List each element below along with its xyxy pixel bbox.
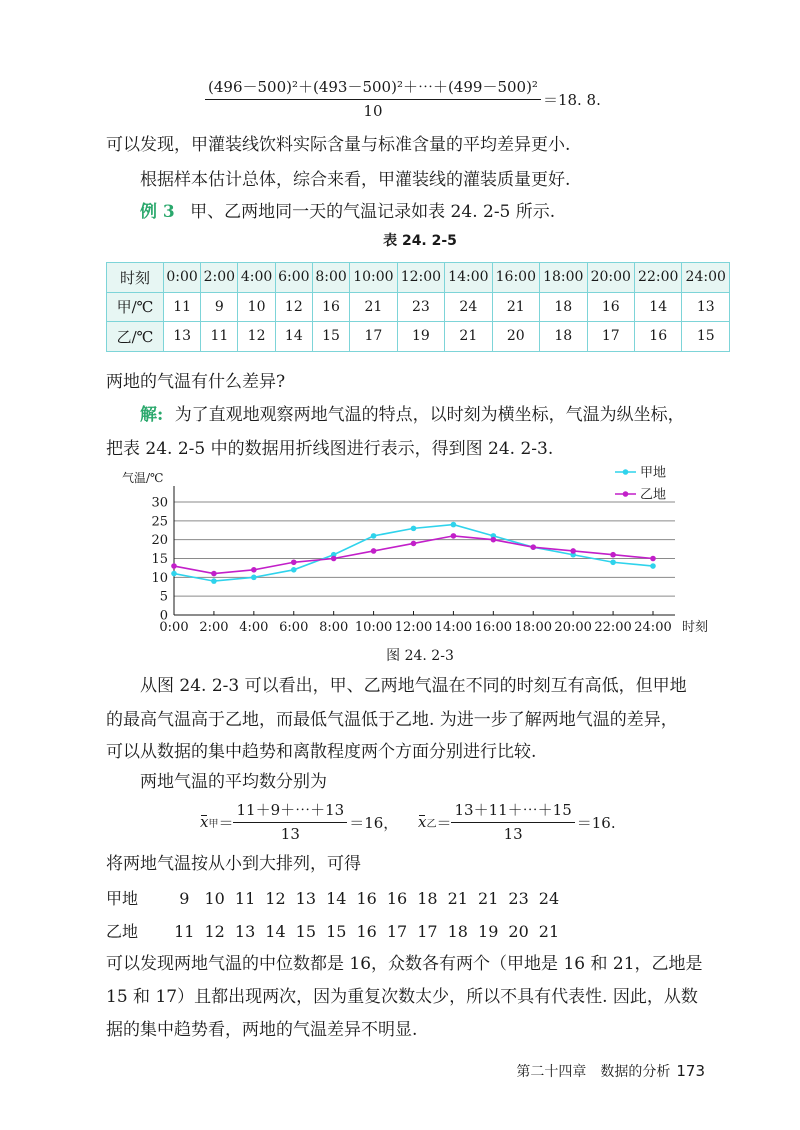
chapter-title: 第二十四章 数据的分析: [516, 1064, 671, 1080]
table-cell-time: 4:00: [238, 263, 275, 293]
table-cell: 16: [587, 292, 634, 322]
table-cell: 12: [275, 292, 312, 322]
page-footer: [516, 1061, 705, 1081]
table-cell: 16: [312, 292, 349, 322]
sorted-value: 14: [265, 922, 286, 941]
conclusion-line-1: 可以发现两地气温的中位数都是 16，众数各有两个（甲地是 16 和 21，乙地是: [106, 954, 703, 974]
solution-label: 解:: [140, 405, 164, 425]
x-tick-label: 12:00: [394, 620, 433, 635]
mean-b-subscript: 乙: [426, 818, 437, 830]
table-cell-time: 22:00: [634, 263, 681, 293]
mean-formula-a: [200, 800, 398, 844]
table-cell-time: 16:00: [492, 263, 539, 293]
y-tick-label: 20: [151, 533, 168, 549]
x-tick-label: 18:00: [514, 620, 552, 635]
table-cell-time: 14:00: [445, 263, 492, 293]
mean-b-denominator: 13: [503, 825, 523, 843]
table-cell: 19: [397, 322, 444, 352]
mean-b-numerator: 13＋11＋⋯＋15: [451, 800, 574, 823]
x-bar-symbol: x: [418, 813, 427, 831]
data-point: [211, 578, 217, 584]
table-cell: 14: [275, 322, 312, 352]
table-cell: 17: [350, 322, 397, 352]
x-tick-label: 10:00: [354, 620, 393, 635]
data-point: [371, 548, 377, 554]
table-caption: 表 24. 2-5: [383, 233, 457, 249]
sorted-value: 20: [508, 922, 529, 941]
conclusion-line-3: 据的集中趋势看，两地的气温差异不明显.: [106, 1020, 418, 1040]
table-cell-time: 0:00: [164, 263, 201, 293]
table-cell: 24: [445, 292, 492, 322]
table-cell: 16: [634, 322, 681, 352]
temperature-table: [106, 262, 730, 352]
sorted-value: 9: [179, 889, 190, 908]
legend-label: 乙地: [640, 487, 667, 503]
sorted-value: 13: [295, 889, 317, 908]
analysis-line-1: 从图 24. 2-3 可以看出，甲、乙两地气温在不同的时刻互有高低，但甲地: [140, 676, 687, 696]
sorted-b-label: 乙地: [106, 922, 139, 941]
x-tick-label: 22:00: [594, 620, 632, 635]
analysis-line-2: 的最高气温高于乙地，而最低气温低于乙地. 为进一步了解两地气温的差异，: [106, 710, 678, 730]
table-cell: 10: [238, 292, 275, 322]
sorted-value: 16: [356, 889, 377, 908]
table-cell: 15: [682, 322, 730, 352]
data-point: [251, 567, 257, 573]
sorted-value: 10: [204, 889, 225, 908]
sorted-value: 23: [508, 889, 529, 908]
sorted-value: 14: [326, 889, 347, 908]
y-tick-label: 10: [151, 570, 168, 586]
data-point: [411, 526, 417, 532]
sorted-value: 21: [447, 889, 468, 908]
formula-result: ＝18. 8.: [542, 90, 601, 109]
x-tick-label: 6:00: [279, 620, 309, 635]
table-row-b-label: 乙/℃: [107, 322, 164, 352]
data-point: [331, 556, 337, 562]
table-cell: 15: [312, 322, 349, 352]
sorted-value: 13: [234, 922, 256, 941]
x-tick-label: 0:00: [159, 620, 189, 635]
sorted-value: 12: [204, 922, 225, 941]
data-point: [371, 533, 377, 539]
data-point: [610, 559, 616, 565]
data-point: [451, 522, 457, 528]
data-point: [451, 533, 457, 539]
x-tick-label: 14:00: [434, 620, 473, 635]
data-point: [650, 556, 656, 562]
sorted-value: 19: [478, 922, 499, 941]
table-cell: 23: [397, 292, 444, 322]
sorted-value: 15: [295, 922, 317, 941]
x-tick-label: 8:00: [319, 620, 349, 635]
sorted-value: 11: [234, 889, 256, 908]
table-cell: 14: [634, 292, 681, 322]
sorted-a-label: 甲地: [106, 889, 139, 908]
table-cell-time: 8:00: [312, 263, 349, 293]
example-label: 例 3: [140, 202, 175, 222]
table-cell: 12: [238, 322, 275, 352]
table-cell-time: 2:00: [201, 263, 238, 293]
data-point: [171, 571, 177, 577]
data-point: [211, 571, 217, 577]
y-tick-label: 15: [151, 552, 168, 567]
x-tick-label: 24:00: [634, 620, 672, 635]
sorted-value: 21: [538, 922, 560, 941]
data-point: [251, 575, 257, 581]
formula-numerator: (496－500)²＋(493－500)²＋⋯＋(499－500)²: [205, 77, 541, 100]
sorted-row-a: [106, 886, 564, 909]
table-cell-time: 18:00: [540, 263, 587, 293]
table-cell: 21: [350, 292, 397, 322]
sorted-value: 21: [478, 889, 499, 908]
table-cell: 11: [201, 322, 238, 352]
y-tick-label: 0: [159, 608, 168, 624]
data-point: [570, 548, 576, 554]
legend-label: 甲地: [640, 465, 667, 481]
data-point: [411, 541, 417, 547]
solution-line-2: 把表 24. 2-5 中的数据用折线图进行表示，得到图 24. 2-3.: [106, 439, 554, 459]
table-cell: 18: [540, 292, 587, 322]
data-point: [171, 563, 177, 569]
y-tick-label: 30: [151, 495, 168, 511]
table-header-label: 时刻: [107, 263, 164, 293]
table-header-row: [107, 263, 730, 293]
data-point: [530, 544, 536, 550]
sorted-value: 12: [265, 889, 286, 908]
figure-caption: 图 24. 2-3: [386, 648, 454, 664]
table-row-a: [107, 292, 730, 322]
table-cell: 9: [201, 292, 238, 322]
x-bar-symbol: x: [200, 813, 209, 831]
series-line: [174, 525, 653, 582]
mean-a-equals: ＝: [218, 813, 234, 832]
y-tick-label: 25: [151, 514, 168, 530]
mean-formula-b: [418, 800, 616, 844]
legend-marker: [623, 491, 629, 497]
x-tick-label: 20:00: [554, 620, 592, 635]
table-cell: 18: [540, 322, 587, 352]
table-cell-time: 12:00: [397, 263, 444, 293]
sorted-value: 11: [174, 922, 195, 941]
question: 两地的气温有什么差异?: [106, 372, 286, 392]
example-text: 甲、乙两地同一天的气温记录如表 24. 2-5 所示.: [190, 202, 556, 222]
table-cell: 17: [587, 322, 634, 352]
table-cell-time: 6:00: [275, 263, 312, 293]
sort-intro: 将两地气温按从小到大排列，可得: [106, 854, 361, 874]
sorted-value: 15: [326, 922, 347, 941]
data-point: [610, 552, 616, 558]
data-point: [291, 559, 297, 565]
sorted-row-b: [106, 919, 564, 942]
table-cell: 13: [164, 322, 201, 352]
mean-a-result: ＝16，: [349, 813, 399, 832]
analysis-line-3: 可以从数据的集中趋势和离散程度两个方面分别进行比较.: [106, 742, 537, 762]
table-cell: 21: [445, 322, 492, 352]
x-axis-label: 时刻: [682, 620, 709, 635]
sorted-value: 17: [417, 922, 438, 941]
sorted-value: 17: [386, 922, 408, 941]
mean-a-numerator: 11＋9＋⋯＋13: [233, 800, 347, 823]
conclusion-line-2: 15 和 17）且都出现两次，因为重复次数太少，所以不具有代表性. 因此，从数: [106, 987, 698, 1007]
mean-b-equals: ＝: [436, 813, 452, 832]
mean-a-subscript: 甲: [208, 818, 219, 830]
example-3: [140, 200, 555, 224]
x-tick-label: 16:00: [474, 620, 513, 635]
paragraph-1: 可以发现，甲灌装线饮料实际含量与标准含量的平均差异更小.: [106, 135, 571, 155]
variance-formula: [205, 77, 601, 121]
x-tick-label: 2:00: [199, 620, 229, 635]
legend-marker: [623, 469, 629, 475]
paragraph-2: 根据样本估计总体，综合来看，甲灌装线的灌装质量更好.: [140, 170, 571, 190]
sorted-value: 18: [417, 889, 438, 908]
mean-a-denominator: 13: [280, 825, 300, 843]
solution-text-1: 为了直观地观察两地气温的特点，以时刻为横坐标，气温为纵坐标，: [174, 405, 685, 425]
sorted-value: 18: [447, 922, 468, 941]
page-number: 173: [676, 1062, 705, 1080]
table-cell: 20: [492, 322, 539, 352]
table-cell: 11: [164, 292, 201, 322]
table-cell-time: 10:00: [350, 263, 397, 293]
mean-intro: 两地气温的平均数分别为: [140, 772, 327, 792]
table-row-b: [107, 322, 730, 352]
table-cell-time: 24:00: [682, 263, 730, 293]
data-point: [291, 567, 297, 573]
mean-b-result: ＝16.: [576, 813, 616, 832]
table-cell: 21: [492, 292, 539, 322]
table-row-a-label: 甲/℃: [107, 292, 164, 322]
y-tick-label: 5: [159, 589, 168, 605]
temperature-line-chart: [110, 462, 720, 642]
sorted-value: 16: [386, 889, 408, 908]
data-point: [491, 537, 497, 543]
formula-denominator: 10: [363, 102, 383, 120]
table-cell: 13: [682, 292, 730, 322]
y-axis-label: 气温/℃: [122, 471, 164, 485]
sorted-value: 24: [538, 889, 560, 908]
solution-line-1: [140, 403, 685, 427]
sorted-value: 16: [356, 922, 377, 941]
table-cell-time: 20:00: [587, 263, 634, 293]
data-point: [650, 563, 656, 569]
x-tick-label: 4:00: [239, 620, 269, 635]
